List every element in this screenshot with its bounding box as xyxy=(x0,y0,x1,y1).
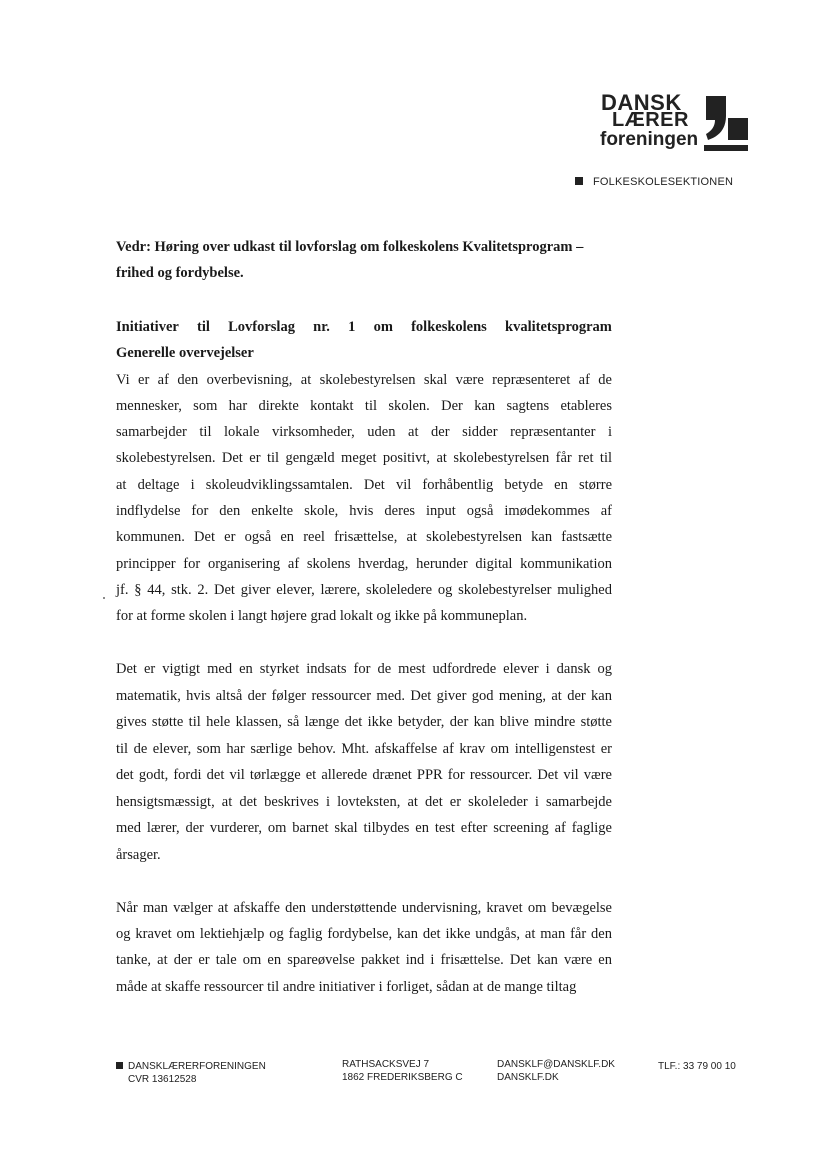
paragraph-2-line: matematik, hvis altså der følger ressourcer med. Det giver god mening, at der kan xyxy=(116,688,612,704)
letter-title-line-1: Vedr: Høring over udkast til lovforslag om folkeskolens Kvalitetsprogram – xyxy=(116,239,584,255)
paragraph-1-line: at deltage i skoleudviklingssamtalen. Det vil forhåbentlig betyde en større xyxy=(116,477,612,493)
section-label: FOLKESKOLESEKTIONEN xyxy=(575,176,733,188)
paragraph-1-line: jf. § 44, stk. 2. Det giver elever, lærere, skoleledere og skolebestyrelser mulighed xyxy=(116,582,612,598)
paragraph-2-line: hensigtsmæssigt, at det beskrives i lovteksten, at det er skoleleder i samarbejde xyxy=(116,794,612,810)
logo-line-2: LÆRER xyxy=(612,109,689,131)
paragraph-1-line: mennesker, som har direkte kontakt til skolen. Der kan sagtens etableres xyxy=(116,398,612,414)
paragraph-2-line: gives støtte til hele klassen, så længe det ikke betyder, der kan blive mindre støtte xyxy=(116,714,612,730)
danske-laererforening-logo xyxy=(596,92,751,154)
paragraph-1-line: samarbejder til lokale virksomheder, uden at der sidder repræsentanter i xyxy=(116,424,612,440)
logo-line-3: foreningen xyxy=(600,129,699,150)
paragraph-2-line: Det er vigtigt med en styrket indsats for de mest udfordrede elever i dansk og xyxy=(116,661,612,677)
footer-email: DANSKLF@DANSKLF.DK xyxy=(497,1059,615,1070)
footer-organization: DANSKLÆRERFORENINGEN CVR 13612528 xyxy=(116,1060,266,1086)
footer-phone: TLF.: 33 79 00 10 xyxy=(658,1061,736,1072)
paragraph-1-line: kommunen. Det er også en reel frisættelse, at skolebestyrelsen kan fastsætte xyxy=(116,529,612,545)
footer-address: RATHSACKSVEJ 7 1862 FREDERIKSBERG C xyxy=(342,1059,463,1083)
heading-general-considerations: Generelle overvejelser xyxy=(116,345,254,361)
paragraph-3-line: og kravet om lektiehjælp og faglig fordybelse, kan det ikke undgås, at man får den xyxy=(116,926,612,942)
heading-initiatives: Initiativer til Lovforslag nr. 1 om folkeskolens kvalitetsprogram xyxy=(116,319,612,335)
logo-line-1: DANSK xyxy=(601,90,682,115)
logo-mark-icon xyxy=(704,96,752,154)
square-bullet-icon xyxy=(575,177,583,185)
paragraph-1-line: for at forme skolen i langt højere grad lokalt og ikke på kommuneplan. xyxy=(116,608,528,624)
paragraph-2-line: med lærer, der vurderer, om barnet skal tilbydes en test efter screening af faglige xyxy=(116,820,612,836)
paragraph-2-line: årsager. xyxy=(116,847,161,863)
paragraph-1-line: skolebestyrelsen. Det er til gengæld meget positivt, at skolebestyrelsen får ret til xyxy=(116,450,612,466)
letter-title-line-2: frihed og fordybelse. xyxy=(116,265,244,281)
paragraph-1-line: principper for organisering af skolens hverdag, herunder digital kommunikation xyxy=(116,556,612,572)
paragraph-3-line: Når man vælger at afskaffe den understøttende undervisning, kravet om bevægelse xyxy=(116,900,612,916)
footer-contact xyxy=(497,1058,615,1084)
paragraph-2-line: det godt, fordi det vil tørlægge et allerede drænet PPR for ressourcer. Det vil være xyxy=(116,767,612,783)
paragraph-3-line: måde at skaffe ressourcer til andre initiativer i forliget, sådan at de mange tiltag xyxy=(116,979,577,995)
paragraph-3-line: tanke, at der er tale om en spareøvelse pakket ind i frisættelse. Det kan være en xyxy=(116,952,612,968)
paragraph-1-line: indflydelse for den enkelte skole, hvis deres input også imødekommes af xyxy=(116,503,612,519)
scan-speck xyxy=(103,597,105,599)
footer-website: DANSKLF.DK xyxy=(497,1072,559,1083)
paragraph-2-line: til de elever, som har særlige behov. Mht. afskaffelse af krav om intelligenstest er xyxy=(116,741,612,757)
square-bullet-icon xyxy=(116,1062,123,1069)
paragraph-1-line: Vi er af den overbevisning, at skolebestyrelsen skal være repræsenteret af de xyxy=(116,372,612,388)
